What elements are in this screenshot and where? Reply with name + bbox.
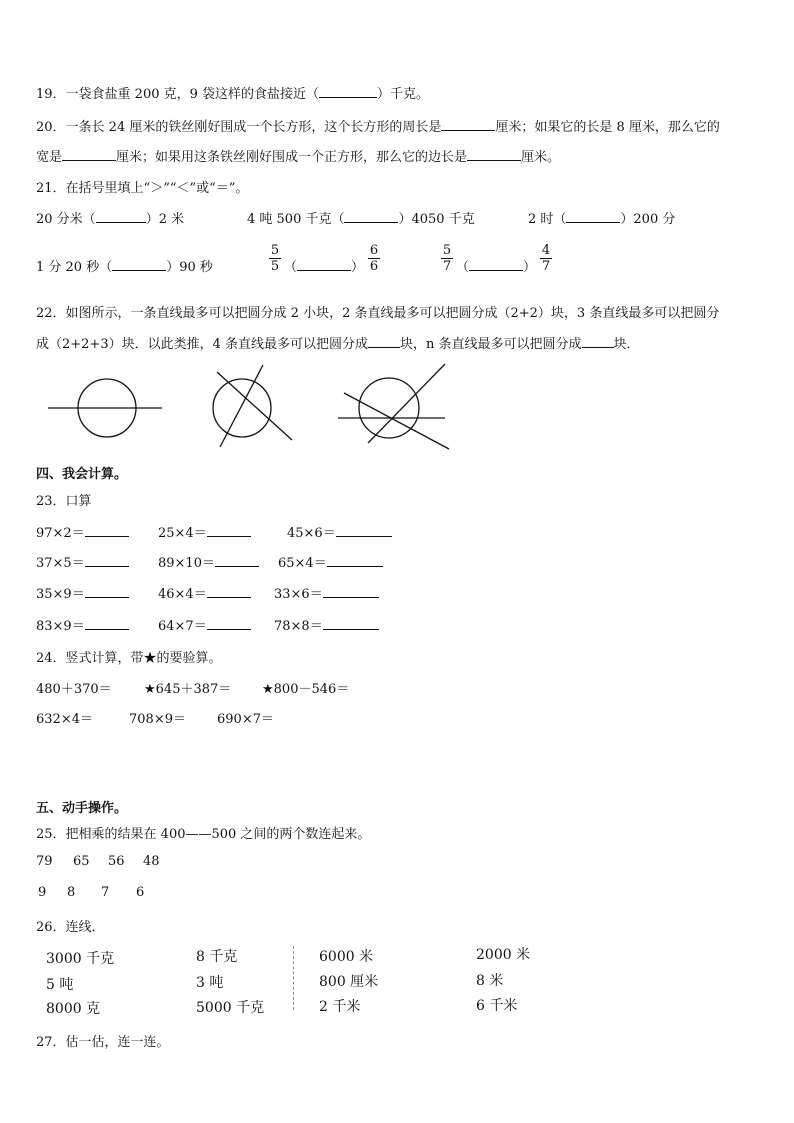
q21-frac2-left: [440, 243, 454, 274]
q22-text-a: 成（2+2+3）块．以此类推，4 条直线最多可以把圆分成: [36, 337, 369, 352]
q23-r1c3: [287, 522, 392, 541]
q24-expr-3: ★800－546＝: [262, 682, 350, 697]
q26-col4-item[interactable]: 2000 米: [476, 947, 531, 963]
q24-title: 24．竖式计算，带★的要验算。: [36, 651, 222, 666]
open-paren: （: [456, 260, 470, 275]
q25-top-1[interactable]: 79: [36, 854, 53, 869]
q25-top-3[interactable]: 56: [108, 854, 125, 869]
q21-frac1-left: [268, 243, 282, 274]
q19-text-a: 19．一袋食盐重 200 克，9 袋这样的食盐接近（: [36, 87, 320, 102]
q21-blank-2[interactable]: [344, 210, 398, 223]
q19-blank[interactable]: [319, 85, 377, 98]
q23-r3c2: [158, 583, 251, 602]
q23-expr: 65×4＝: [278, 556, 327, 571]
q19: [36, 83, 429, 102]
q23-answer[interactable]: [327, 554, 383, 567]
q24-expr-1: 480＋370＝: [36, 682, 112, 697]
q26-divider: [293, 946, 294, 1010]
q21-frac1-right: [367, 243, 381, 274]
q21-blank-4[interactable]: [112, 258, 166, 271]
q23-r2c3: [278, 552, 383, 571]
q23-r4c1: [36, 615, 129, 634]
q23-answer[interactable]: [85, 585, 129, 598]
q23-expr: 33×6＝: [274, 587, 323, 602]
q23-r2c2: [158, 552, 259, 571]
q21-frac2-right: [539, 243, 553, 274]
q23-r3c3: [274, 583, 379, 602]
numerator: 4: [541, 243, 551, 258]
q23-expr: 37×5＝: [36, 556, 85, 571]
q23-r4c3: [274, 615, 379, 634]
q23-expr: 46×4＝: [158, 587, 207, 602]
q21-blank-1[interactable]: [96, 210, 146, 223]
close-paren: ）: [351, 260, 365, 275]
q23-answer[interactable]: [85, 554, 129, 567]
q21-item-1-right: ）2 米: [145, 212, 185, 227]
q23-answer[interactable]: [323, 617, 379, 630]
q20-line2: [36, 146, 560, 165]
q26-col1-item[interactable]: 3000 千克: [46, 951, 115, 967]
q25-bottom-3[interactable]: 7: [101, 885, 110, 900]
q26-col1-item[interactable]: 5 吨: [46, 977, 74, 993]
q20-line1: [36, 116, 720, 135]
q23-expr: 35×9＝: [36, 587, 85, 602]
q21-item-3: [528, 208, 675, 227]
q25-bottom-4[interactable]: 6: [136, 885, 145, 900]
q21-frac2-compare: [456, 256, 536, 275]
q26-title: 26．连线．: [36, 920, 105, 935]
q22-line1: 22．如图所示，一条直线最多可以把圆分成 2 小块，2 条直线最多可以把圆分成（2+2）块，3 条直线最多可以把圆分: [36, 306, 720, 321]
q23-expr: 83×9＝: [36, 619, 85, 634]
q23-r2c1: [36, 552, 129, 571]
q20-blank-side[interactable]: [467, 148, 521, 161]
q21-blank-5[interactable]: [297, 258, 351, 271]
q22-line2: [36, 333, 640, 352]
q23-expr: 89×10＝: [158, 556, 215, 571]
q23-r3c1: [36, 583, 129, 602]
numerator: 6: [369, 243, 379, 258]
q26-col2-item[interactable]: 3 吨: [196, 975, 224, 991]
q26-col4-item[interactable]: 8 米: [476, 973, 504, 989]
q23-expr: 45×6＝: [287, 526, 336, 541]
q21-item-3-right: ）200 分: [620, 212, 676, 227]
q26-col3-item[interactable]: 2 千米: [319, 999, 361, 1015]
q20-blank-width[interactable]: [62, 148, 116, 161]
q26-col4-item[interactable]: 6 千米: [476, 998, 518, 1014]
q23-expr: 25×4＝: [158, 526, 207, 541]
close-paren: ）: [523, 260, 537, 275]
q20-text-a: 20．一条长 24 厘米的铁丝刚好围成一个长方形，这个长方形的周长是: [36, 120, 442, 135]
q26-col1-item[interactable]: 8000 克: [46, 1001, 101, 1017]
denominator: 5: [270, 259, 280, 274]
section-4-title: 四、我会计算。: [36, 467, 128, 482]
q21-item-2-right: ）4050 千克: [398, 212, 475, 227]
q25-top-4[interactable]: 48: [143, 854, 160, 869]
q21-item-4: [36, 256, 213, 275]
q23-expr: 64×7＝: [158, 619, 207, 634]
q26-col3-item[interactable]: 6000 米: [319, 949, 374, 965]
q19-text-b: ）千克。: [377, 87, 430, 102]
q23-r1c2: [158, 522, 251, 541]
q24-expr-6: 690×7＝: [217, 712, 274, 727]
numerator: 5: [270, 243, 280, 258]
q25-bottom-1[interactable]: 9: [38, 885, 47, 900]
q23-answer[interactable]: [85, 617, 129, 630]
q21-item-2: [247, 208, 475, 227]
q21-item-4-left: 1 分 20 秒（: [36, 260, 113, 275]
q24-expr-5: 708×9＝: [129, 712, 186, 727]
q22-circle-diagrams: [40, 360, 460, 460]
q21-item-1: [36, 208, 184, 227]
q23-answer[interactable]: [323, 585, 379, 598]
q22-text-b: 块，n 条直线最多可以把圆分成: [400, 337, 582, 352]
circle-one-line: [48, 379, 162, 437]
q23-answer[interactable]: [336, 524, 392, 537]
q26-col2-item[interactable]: 5000 千克: [196, 1000, 265, 1016]
q27-title: 27．估一估，连一连。: [36, 1035, 170, 1050]
open-paren: （: [284, 260, 298, 275]
q21-title: 21．在括号里填上“＞”“＜”或“＝”。: [36, 181, 249, 196]
q22-blank-n-lines[interactable]: [582, 335, 614, 348]
denominator: 7: [442, 259, 452, 274]
q24-expr-4: 632×4＝: [36, 712, 93, 727]
q21-item-4-right: ）90 秒: [166, 260, 213, 275]
circle-two-lines: [213, 365, 292, 447]
q21-item-1-left: 20 分米（: [36, 212, 96, 227]
q22-blank-4-lines[interactable]: [368, 335, 400, 348]
section-5-title: 五、动手操作。: [36, 801, 128, 816]
circle-three-lines: [338, 364, 449, 449]
q23-answer[interactable]: [85, 524, 129, 537]
q22-text-c: 块．: [613, 337, 640, 352]
q23-title: 23．口算: [36, 494, 92, 509]
q25-top-2[interactable]: 65: [73, 854, 90, 869]
q21-item-3-left: 2 时（: [528, 212, 567, 227]
q23-expr: 78×8＝: [274, 619, 323, 634]
q23-expr: 97×2＝: [36, 526, 85, 541]
q25-bottom-2[interactable]: 8: [67, 885, 76, 900]
denominator: 7: [541, 259, 551, 274]
q26-col2-item[interactable]: 8 千克: [196, 949, 238, 965]
q26-col3-item[interactable]: 800 厘米: [319, 974, 379, 990]
q20-text-e: 厘米。: [521, 150, 561, 165]
denominator: 6: [369, 259, 379, 274]
q21-frac1-compare: [284, 256, 364, 275]
q23-answer[interactable]: [207, 585, 251, 598]
q23-r4c2: [158, 615, 251, 634]
q24-expr-2: ★645＋387＝: [144, 682, 232, 697]
q23-answer[interactable]: [207, 617, 251, 630]
q20-text-b: 厘米；如果它的长是 8 厘米，那么它的: [495, 120, 720, 135]
numerator: 5: [442, 243, 452, 258]
q21-blank-3[interactable]: [566, 210, 620, 223]
q23-r1c1: [36, 522, 129, 541]
q21-item-2-left: 4 吨 500 千克（: [247, 212, 345, 227]
q20-text-c: 宽是: [36, 150, 63, 165]
q25-title: 25．把相乘的结果在 400——500 之间的两个数连起来。: [36, 827, 371, 842]
q20-text-d: 厘米；如果用这条铁丝刚好围成一个正方形，那么它的边长是: [116, 150, 468, 165]
q23-answer[interactable]: [207, 524, 251, 537]
q23-answer[interactable]: [215, 554, 259, 567]
q20-blank-perimeter[interactable]: [441, 118, 495, 131]
q21-blank-6[interactable]: [469, 258, 523, 271]
